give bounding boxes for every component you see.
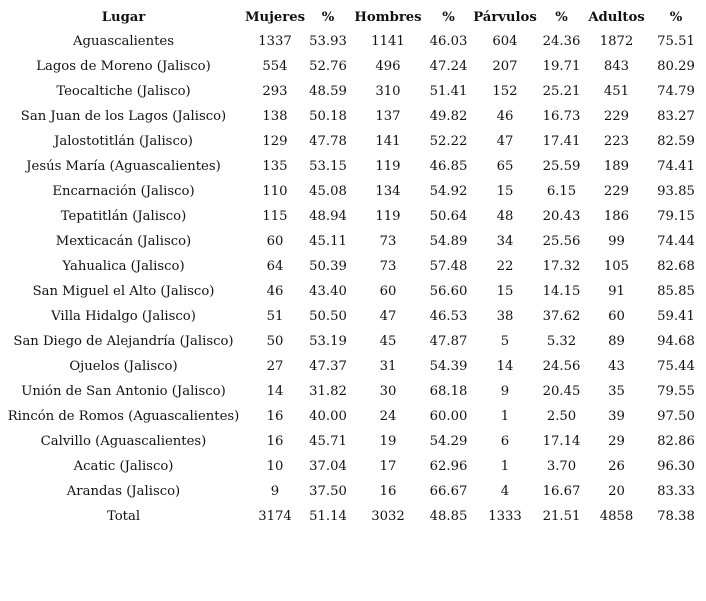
table-row: [3, 379, 703, 404]
header-parvulos-pct: %: [555, 9, 568, 25]
cell-hombres-pct: 54.39: [429, 359, 468, 374]
header-hombres-pct: %: [442, 9, 455, 25]
header-mujeres: Mujeres: [244, 9, 306, 25]
cell-mujeres-pct: 40.00: [309, 409, 347, 424]
cell-parvulos: 38: [496, 309, 514, 324]
cell-adultos-pct: 80.29: [657, 59, 695, 74]
cell-parvulos-pct: 17.14: [542, 434, 581, 449]
cell-adultos: 26: [608, 459, 625, 474]
cell-lugar: Calvillo (Aguascalientes): [40, 434, 207, 449]
table-row: [3, 254, 703, 279]
cell-lugar: San Diego de Alejandría (Jalisco): [13, 334, 234, 349]
cell-hombres-pct: 57.48: [429, 259, 468, 274]
cell-hombres-pct: 60.00: [429, 409, 468, 424]
table-row: [3, 154, 703, 179]
cell-parvulos: 34: [496, 234, 514, 249]
cell-adultos: 229: [603, 109, 630, 124]
cell-adultos-pct: 74.41: [657, 159, 695, 174]
cell-hombres: 17: [379, 459, 397, 474]
cell-mujeres: 135: [262, 159, 288, 174]
cell-parvulos-pct: 25.21: [542, 84, 581, 99]
cell-adultos: 29: [608, 434, 625, 449]
table-row: [3, 279, 703, 304]
cell-hombres: 119: [375, 159, 401, 174]
table-row: [3, 204, 703, 229]
cell-lugar: Yahualica (Jalisco): [62, 259, 185, 274]
cell-lugar: San Miguel el Alto (Jalisco): [32, 284, 215, 299]
cell-mujeres-pct: 31.82: [309, 384, 347, 399]
cell-mujeres-pct: 47.78: [309, 134, 347, 149]
header-row: [3, 5, 703, 29]
cell-mujeres: 14: [266, 384, 284, 399]
cell-parvulos-pct: 6.15: [546, 184, 577, 199]
cell-mujeres: 16: [266, 434, 284, 449]
cell-hombres-pct: 54.89: [429, 234, 468, 249]
cell-mujeres-pct: 53.19: [309, 334, 347, 349]
table-row: [3, 454, 703, 479]
cell-lugar: Ojuelos (Jalisco): [69, 359, 178, 374]
cell-parvulos: 1333: [488, 509, 522, 524]
cell-mujeres: 9: [270, 484, 280, 499]
cell-parvulos: 152: [492, 84, 518, 99]
cell-mujeres: 110: [262, 184, 288, 199]
cell-mujeres: 554: [262, 59, 288, 74]
cell-adultos-pct: 82.68: [657, 259, 695, 274]
header-mujeres-pct: %: [321, 9, 335, 25]
cell-mujeres-pct: 51.14: [309, 509, 347, 524]
cell-parvulos: 47: [496, 134, 514, 149]
header-adultos: Adultos: [588, 9, 645, 25]
cell-mujeres-pct: 37.04: [309, 459, 347, 474]
table-row: [3, 304, 703, 329]
cell-hombres: 1141: [371, 34, 405, 49]
table-row: [3, 79, 703, 104]
cell-adultos-pct: 75.51: [657, 34, 695, 49]
cell-hombres: 60: [379, 284, 397, 299]
cell-hombres: 119: [375, 209, 401, 224]
cell-adultos: 20: [608, 484, 625, 499]
cell-parvulos: 9: [500, 384, 510, 399]
table-row: [3, 429, 703, 454]
cell-adultos-pct: 94.68: [657, 334, 695, 349]
cell-parvulos-pct: 5.32: [546, 334, 577, 349]
cell-hombres: 19: [379, 434, 397, 449]
cell-parvulos-pct: 37.62: [542, 309, 581, 324]
cell-mujeres: 46: [266, 284, 284, 299]
cell-lugar: Villa Hidalgo (Jalisco): [51, 309, 196, 324]
cell-parvulos-pct: 21.51: [542, 509, 581, 524]
cell-hombres-pct: 54.92: [429, 184, 468, 199]
cell-hombres: 73: [379, 234, 397, 249]
cell-hombres-pct: 47.24: [429, 59, 468, 74]
cell-adultos-pct: 96.30: [657, 459, 695, 474]
cell-adultos-pct: 97.50: [657, 409, 695, 424]
cell-adultos: 89: [608, 334, 625, 349]
cell-lugar: Teocaltiche (Jalisco): [56, 84, 191, 99]
cell-adultos: 451: [603, 84, 630, 99]
cell-parvulos: 15: [496, 284, 514, 299]
cell-adultos: 99: [608, 234, 625, 249]
cell-mujeres-pct: 43.40: [309, 284, 347, 299]
table-row: [3, 54, 703, 79]
cell-mujeres: 138: [262, 109, 288, 124]
cell-mujeres-pct: 52.76: [309, 59, 347, 74]
cell-mujeres-pct: 45.11: [309, 234, 347, 249]
cell-lugar: Jalostotitlán (Jalisco): [54, 134, 193, 149]
cell-adultos: 91: [608, 284, 625, 299]
cell-lugar: Lagos de Moreno (Jalisco): [36, 59, 211, 74]
cell-lugar: Encarnación (Jalisco): [52, 184, 195, 199]
cell-mujeres: 293: [262, 84, 288, 99]
cell-hombres: 30: [379, 384, 397, 399]
cell-mujeres-pct: 45.08: [309, 184, 347, 199]
cell-parvulos: 15: [496, 184, 514, 199]
cell-adultos-pct: 93.85: [657, 184, 695, 199]
cell-parvulos: 14: [496, 359, 514, 374]
cell-mujeres: 1337: [258, 34, 292, 49]
cell-mujeres: 115: [262, 209, 288, 224]
cell-mujeres: 10: [266, 459, 284, 474]
cell-hombres-pct: 46.03: [429, 34, 468, 49]
cell-parvulos-pct: 16.67: [542, 484, 581, 499]
cell-mujeres-pct: 50.50: [309, 309, 347, 324]
cell-hombres-pct: 56.60: [429, 284, 468, 299]
cell-mujeres-pct: 45.71: [309, 434, 347, 449]
cell-mujeres: 50: [266, 334, 284, 349]
cell-adultos-pct: 59.41: [657, 309, 695, 324]
cell-adultos-pct: 82.86: [657, 434, 695, 449]
cell-hombres: 45: [379, 334, 397, 349]
table-row: [3, 179, 703, 204]
cell-lugar: Mexticacán (Jalisco): [55, 234, 192, 249]
cell-mujeres-pct: 37.50: [309, 484, 347, 499]
cell-hombres-pct: 49.82: [429, 109, 468, 124]
cell-hombres: 310: [375, 84, 401, 99]
cell-mujeres: 60: [266, 234, 284, 249]
cell-parvulos: 604: [492, 34, 518, 49]
cell-lugar: Total: [106, 509, 141, 524]
cell-mujeres-pct: 50.39: [309, 259, 347, 274]
cell-hombres-pct: 50.64: [429, 209, 468, 224]
table-row: [3, 129, 703, 154]
cell-parvulos-pct: 16.73: [542, 109, 581, 124]
cell-lugar: Acatic (Jalisco): [73, 459, 174, 474]
cell-adultos-pct: 74.79: [657, 84, 695, 99]
cell-mujeres: 129: [262, 134, 288, 149]
table-row: [3, 229, 703, 254]
cell-adultos: 60: [608, 309, 625, 324]
cell-hombres-pct: 46.85: [429, 159, 468, 174]
cell-hombres-pct: 62.96: [429, 459, 468, 474]
cell-mujeres: 16: [266, 409, 284, 424]
cell-hombres: 24: [379, 409, 397, 424]
cell-mujeres-pct: 50.18: [309, 109, 347, 124]
cell-parvulos-pct: 25.56: [542, 234, 581, 249]
cell-lugar: Tepatitlán (Jalisco): [60, 209, 187, 224]
cell-hombres: 73: [379, 259, 397, 274]
cell-adultos-pct: 78.38: [657, 509, 695, 524]
cell-adultos: 39: [608, 409, 625, 424]
cell-mujeres-pct: 48.59: [309, 84, 347, 99]
cell-hombres: 3032: [371, 509, 405, 524]
table-row: [3, 504, 703, 529]
header-lugar: Lugar: [101, 9, 146, 25]
cell-adultos-pct: 79.15: [657, 209, 695, 224]
table-row: [3, 479, 703, 504]
cell-mujeres-pct: 47.37: [309, 359, 347, 374]
cell-hombres: 134: [375, 184, 401, 199]
cell-mujeres-pct: 53.15: [309, 159, 347, 174]
cell-adultos-pct: 83.27: [657, 109, 695, 124]
table-body: [3, 29, 703, 529]
table-row: [3, 104, 703, 129]
cell-adultos-pct: 74.44: [657, 234, 695, 249]
cell-parvulos: 1: [500, 459, 510, 474]
cell-parvulos-pct: 17.32: [542, 259, 581, 274]
cell-hombres: 141: [375, 134, 401, 149]
cell-mujeres: 3174: [258, 509, 292, 524]
cell-parvulos: 4: [500, 484, 510, 499]
cell-adultos-pct: 79.55: [657, 384, 695, 399]
header-adultos-pct: %: [669, 9, 683, 25]
header-parvulos: Párvulos: [473, 9, 537, 25]
cell-adultos-pct: 83.33: [657, 484, 695, 499]
cell-mujeres: 64: [266, 259, 284, 274]
cell-adultos: 223: [603, 134, 630, 149]
cell-lugar: Aguascalientes: [73, 34, 174, 49]
cell-adultos: 35: [608, 384, 625, 399]
cell-parvulos-pct: 14.15: [542, 284, 581, 299]
cell-parvulos: 207: [492, 59, 518, 74]
cell-mujeres-pct: 53.93: [309, 34, 347, 49]
cell-hombres: 47: [379, 309, 397, 324]
cell-parvulos-pct: 19.71: [542, 59, 581, 74]
cell-adultos: 1872: [599, 34, 634, 49]
cell-parvulos-pct: 24.56: [542, 359, 581, 374]
table-row: [3, 404, 703, 429]
cell-parvulos: 46: [496, 109, 514, 124]
cell-hombres: 31: [379, 359, 397, 374]
cell-lugar: Unión de San Antonio (Jalisco): [21, 384, 226, 399]
header-hombres: Hombres: [354, 9, 422, 25]
cell-hombres-pct: 66.67: [429, 484, 468, 499]
cell-parvulos: 6: [500, 434, 510, 449]
cell-parvulos: 65: [496, 159, 514, 174]
cell-mujeres: 51: [266, 309, 284, 324]
cell-adultos: 43: [608, 359, 625, 374]
cell-hombres-pct: 47.87: [429, 334, 468, 349]
table-row: [3, 354, 703, 379]
cell-parvulos: 48: [496, 209, 514, 224]
cell-parvulos: 5: [500, 334, 510, 349]
cell-hombres-pct: 48.85: [429, 509, 468, 524]
cell-lugar: San Juan de los Lagos (Jalisco): [20, 109, 227, 124]
cell-adultos: 189: [603, 159, 630, 174]
cell-lugar: Rincón de Romos (Aguascalientes): [7, 409, 240, 424]
cell-parvulos-pct: 24.36: [542, 34, 581, 49]
cell-parvulos-pct: 3.70: [546, 459, 577, 474]
cell-hombres-pct: 46.53: [429, 309, 468, 324]
cell-hombres: 137: [375, 109, 401, 124]
cell-parvulos-pct: 20.45: [542, 384, 581, 399]
cell-hombres-pct: 54.29: [429, 434, 468, 449]
cell-adultos: 229: [603, 184, 630, 199]
cell-lugar: Jesús María (Aguascalientes): [26, 159, 221, 174]
cell-hombres-pct: 52.22: [429, 134, 468, 149]
cell-mujeres: 27: [266, 359, 284, 374]
cell-adultos-pct: 75.44: [657, 359, 695, 374]
cell-adultos: 4858: [599, 509, 634, 524]
cell-adultos: 843: [603, 59, 630, 74]
cell-hombres-pct: 51.41: [429, 84, 468, 99]
cell-hombres: 496: [375, 59, 401, 74]
table-row: [3, 29, 703, 54]
cell-hombres-pct: 68.18: [429, 384, 468, 399]
cell-parvulos-pct: 17.41: [542, 134, 581, 149]
cell-adultos: 105: [603, 259, 630, 274]
table-row: [3, 329, 703, 354]
cell-parvulos-pct: 20.43: [542, 209, 581, 224]
cell-mujeres-pct: 48.94: [309, 209, 347, 224]
data-table: [3, 5, 703, 529]
cell-parvulos: 22: [496, 259, 514, 274]
cell-adultos: 186: [603, 209, 630, 224]
cell-parvulos-pct: 2.50: [546, 409, 577, 424]
cell-hombres: 16: [379, 484, 397, 499]
cell-adultos-pct: 85.85: [657, 284, 695, 299]
cell-lugar: Arandas (Jalisco): [66, 484, 181, 499]
cell-adultos-pct: 82.59: [657, 134, 695, 149]
cell-parvulos-pct: 25.59: [542, 159, 581, 174]
cell-parvulos: 1: [500, 409, 510, 424]
